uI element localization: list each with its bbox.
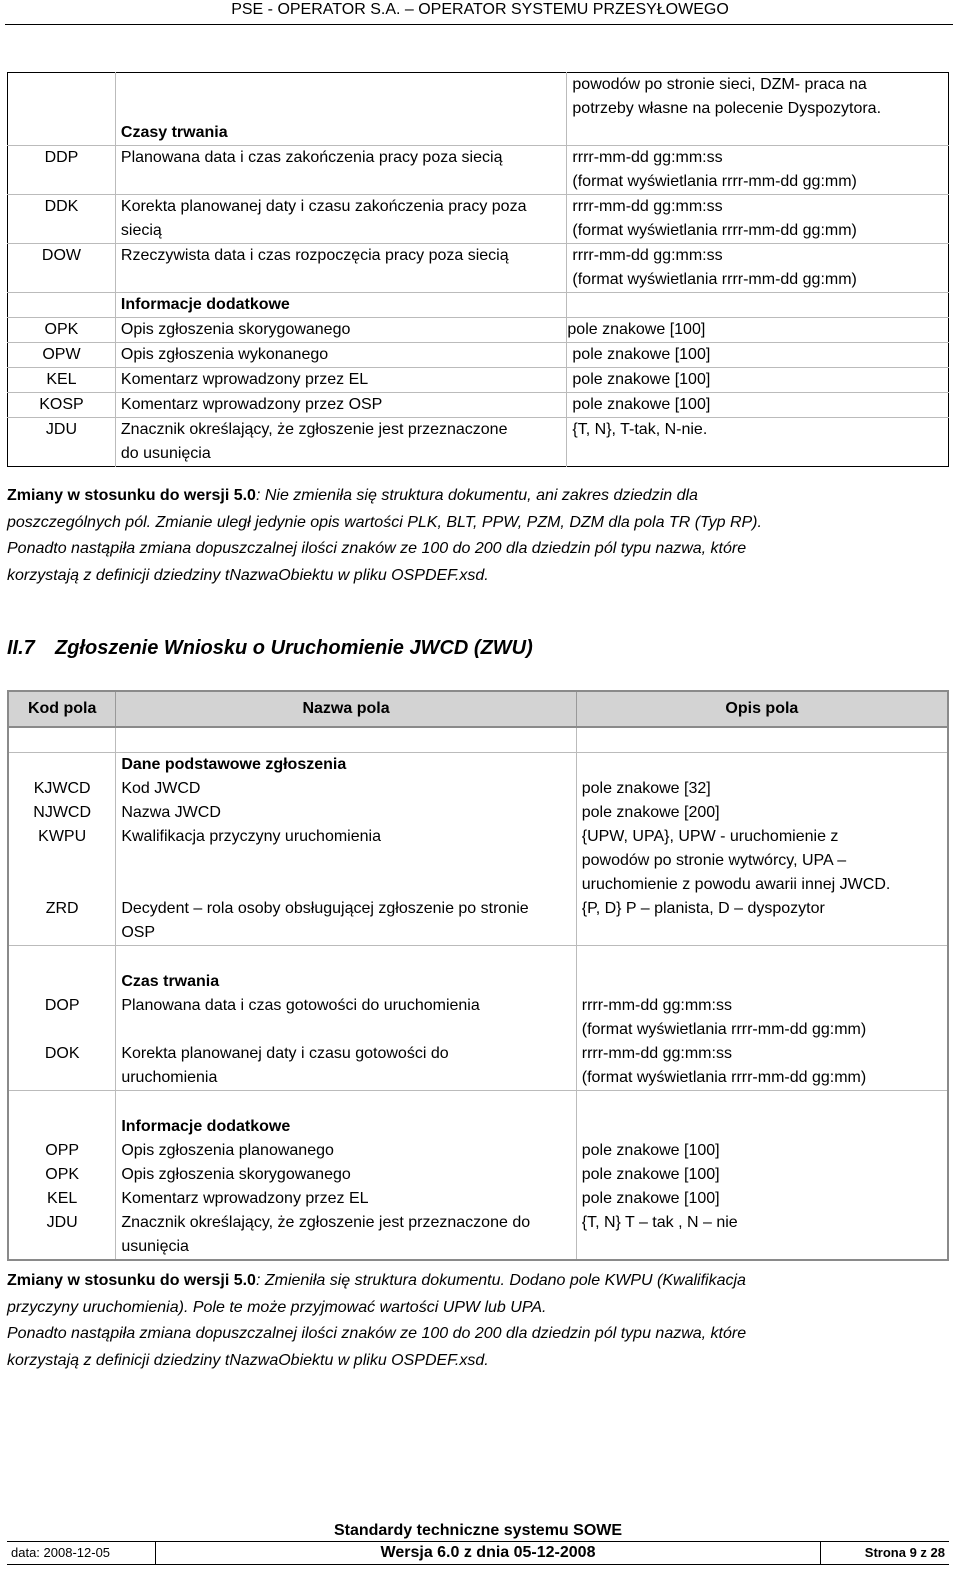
cell-name: Decydent – rola osoby obsługującej zgłoszenie po stronie xyxy=(121,900,529,917)
cell-desc: {P, D} P – planista, D – dyspozytor xyxy=(576,897,948,946)
cell-name: Opis zgłoszenia skorygowanego xyxy=(116,1163,576,1187)
cell-code: JDU xyxy=(8,418,116,467)
cell-desc: powodów po stronie wytwórcy, UPA – xyxy=(581,852,847,869)
changes-note-text: przyczyny uruchomienia). Pole te może przyjmować wartości UPW lub UPA. xyxy=(7,1298,547,1316)
cell-code: OPP xyxy=(45,1142,80,1159)
table-header-row xyxy=(8,691,948,727)
page-header: PSE - OPERATOR S.A. – OPERATOR SYSTEMU PRZESYŁOWEGO xyxy=(231,1,729,18)
cell-code: OPK xyxy=(8,318,116,343)
cell-name: Opis zgłoszenia wykonanego xyxy=(115,343,567,368)
table-row xyxy=(8,1042,948,1091)
cell-name: Komentarz wprowadzony przez OSP xyxy=(115,393,567,418)
changes-note-text: korzystają z definicji dziedziny tNazwaObiektu w pliku OSPDEF.xsd. xyxy=(7,566,489,584)
cell-desc: powodów po stronie sieci, DZM- praca na xyxy=(572,76,867,93)
cell-desc: pole znakowe [100] xyxy=(567,318,949,343)
cell-code: DOP xyxy=(44,997,80,1014)
table-row xyxy=(8,195,949,244)
changes-note-1 xyxy=(7,483,947,589)
cell-name: Znacznik określający, że zgłoszenie jest przeznaczone xyxy=(120,421,508,438)
section-informacje-dodatkowe: Informacje dodatkowe xyxy=(115,293,567,318)
table-row xyxy=(8,825,948,897)
cell-code: DOW xyxy=(8,244,116,293)
changes-note-bold: Zmiany w stosunku do wersji 5.0 xyxy=(7,487,256,504)
table-row xyxy=(8,121,949,146)
header-kod-pola: Kod pola xyxy=(8,691,116,727)
changes-note-text: korzystają z definicji dziedziny tNazwaObiektu w pliku OSPDEF.xsd. xyxy=(7,1351,489,1369)
changes-note-text: poszczególnych pól. Zmianie uległ jedynie opis wartości PLK, BLT, PPW, PZM, DZM dla pola TR (Typ RP). xyxy=(7,513,762,531)
cell-desc: pole znakowe [100] xyxy=(567,368,949,393)
cell-name: OSP xyxy=(121,924,156,941)
header-divider xyxy=(5,24,953,25)
table-row xyxy=(8,393,949,418)
cell-desc: (format wyświetlania rrrr-mm-dd gg:mm) xyxy=(581,1069,867,1086)
cell-code: OPW xyxy=(8,343,116,368)
table-row xyxy=(8,1091,948,1116)
table-row xyxy=(8,293,949,318)
header-nazwa-pola: Nazwa pola xyxy=(116,691,576,727)
table-row xyxy=(8,994,948,1042)
section-czasy-trwania: Czasy trwania xyxy=(115,121,567,146)
cell-desc: rrrr-mm-dd gg:mm:ss xyxy=(572,247,723,264)
cell-name: Opis zgłoszenia skorygowanego xyxy=(115,318,567,343)
cell-desc: pole znakowe [32] xyxy=(576,777,948,801)
cell-desc: {T, N}, T-tak, N-nie. xyxy=(567,418,949,467)
cell-code: NJWCD xyxy=(33,804,92,821)
cell-desc: rrrr-mm-dd gg:mm:ss xyxy=(581,1045,732,1062)
fields-table-continued xyxy=(7,72,949,467)
cell-name: Rzeczywista data i czas rozpoczęcia pracy poza siecią xyxy=(115,244,567,293)
cell-code: KEL xyxy=(47,1190,78,1207)
cell-desc: rrrr-mm-dd gg:mm:ss xyxy=(572,149,723,166)
footer-date: data: 2008-12-05 xyxy=(7,1542,156,1564)
cell-desc: rrrr-mm-dd gg:mm:ss xyxy=(572,198,723,215)
cell-name: Komentarz wprowadzony przez EL xyxy=(116,1187,576,1211)
table-row xyxy=(8,368,949,393)
table-row xyxy=(8,343,949,368)
table-row xyxy=(8,146,949,195)
changes-note-2 xyxy=(7,1268,947,1374)
cell-name: Kwalifikacja przyczyny uruchomienia xyxy=(116,825,576,897)
cell-desc: {UPW, UPA}, UPW - uruchomienie z xyxy=(581,828,839,845)
cell-desc: {T, N} T – tak , N – nie xyxy=(576,1211,948,1260)
cell-code: JDU xyxy=(46,1214,78,1231)
table-row xyxy=(8,970,948,994)
table-row xyxy=(8,753,948,778)
cell-name: uruchomienia xyxy=(121,1069,218,1086)
cell-name: usunięcia xyxy=(121,1238,189,1255)
cell-desc: potrzeby własne na polecenie Dyspozytora. xyxy=(572,100,882,117)
section-informacje-dodatkowe: Informacje dodatkowe xyxy=(116,1115,576,1139)
cell-desc: pole znakowe [100] xyxy=(576,1163,948,1187)
table-row xyxy=(8,777,948,801)
cell-code: DDK xyxy=(8,195,116,244)
zwu-fields-table xyxy=(7,690,949,1261)
cell-name: Korekta planowanej daty i czasu gotowości do xyxy=(121,1045,449,1062)
table-row xyxy=(8,244,949,293)
cell-code: KOSP xyxy=(8,393,116,418)
cell-code: KEL xyxy=(8,368,116,393)
changes-note-text: : Nie zmieniła się struktura dokumentu, ani zakres dziedzin dla xyxy=(255,487,698,504)
footer-title: Standardy techniczne systemu SOWE xyxy=(333,1522,623,1539)
footer-page-number: Strona 9 z 28 xyxy=(820,1542,949,1564)
section-title: Zgłoszenie Wniosku o Uruchomienie JWCD (ZWU) xyxy=(55,637,533,659)
section-number: II.7 xyxy=(7,637,35,659)
table-row xyxy=(8,1211,948,1260)
cell-desc: (format wyświetlania rrrr-mm-dd gg:mm) xyxy=(572,173,857,190)
cell-code: DDP xyxy=(8,146,116,195)
table-row xyxy=(8,727,948,753)
cell-name: Nazwa JWCD xyxy=(116,801,576,825)
section-heading xyxy=(7,637,533,660)
cell-name: Planowana data i czas gotowości do uruchomienia xyxy=(116,994,576,1042)
cell-desc: (format wyświetlania rrrr-mm-dd gg:mm) xyxy=(572,222,857,239)
cell-name: Komentarz wprowadzony przez EL xyxy=(115,368,567,393)
cell-desc: rrrr-mm-dd gg:mm:ss xyxy=(581,997,732,1014)
section-dane-podstawowe: Dane podstawowe zgłoszenia xyxy=(116,753,576,778)
cell-name: siecią xyxy=(120,222,162,239)
cell-desc: pole znakowe [100] xyxy=(567,393,949,418)
changes-note-text: Ponadto nastąpiła zmiana dopuszczalnej ilości znaków ze 100 do 200 dla dziedzin pól typu nazwa, które xyxy=(7,1325,747,1342)
table-row xyxy=(8,946,948,971)
footer-version: Wersja 6.0 z dnia 05-12-2008 xyxy=(380,1544,596,1561)
cell-desc: uruchomienie z powodu awarii innej JWCD. xyxy=(581,876,891,893)
cell-name: Korekta planowanej daty i czasu zakończenia pracy poza xyxy=(120,198,527,215)
cell-code: KWPU xyxy=(38,828,87,845)
header-opis-pola: Opis pola xyxy=(576,691,948,727)
changes-note-bold: Zmiany w stosunku do wersji 5.0 xyxy=(7,1272,256,1289)
cell-code: ZRD xyxy=(45,900,79,917)
cell-desc: (format wyświetlania rrrr-mm-dd gg:mm) xyxy=(581,1021,867,1038)
changes-note-text: : Zmieniła się struktura dokumentu. Dodano pole KWPU (Kwalifikacja xyxy=(255,1272,746,1289)
cell-desc: (format wyświetlania rrrr-mm-dd gg:mm) xyxy=(572,271,857,288)
table-row xyxy=(8,418,949,467)
cell-desc: pole znakowe [100] xyxy=(576,1139,948,1163)
table-row xyxy=(8,318,949,343)
cell-name: Kod JWCD xyxy=(116,777,576,801)
table-row xyxy=(8,73,949,122)
cell-name: do usunięcia xyxy=(120,445,211,462)
cell-code: KJWCD xyxy=(33,780,91,797)
changes-note-text: Ponadto nastąpiła zmiana dopuszczalnej ilości znaków ze 100 do 200 dla dziedzin pól typu nazwa, które xyxy=(7,540,747,557)
table-row xyxy=(8,801,948,825)
section-czas-trwania: Czas trwania xyxy=(116,970,576,994)
cell-desc: pole znakowe [100] xyxy=(576,1187,948,1211)
table-row xyxy=(8,897,948,946)
table-row xyxy=(8,1139,948,1163)
cell-name: Znacznik określający, że zgłoszenie jest przeznaczone do xyxy=(121,1214,531,1231)
cell-desc: pole znakowe [100] xyxy=(567,343,949,368)
cell-code: OPK xyxy=(45,1166,80,1183)
cell-code: DOK xyxy=(44,1045,80,1062)
table-row xyxy=(8,1187,948,1211)
table-row xyxy=(8,1115,948,1139)
cell-name: Planowana data i czas zakończenia pracy poza siecią xyxy=(115,146,567,195)
table-row xyxy=(8,1163,948,1187)
cell-desc: pole znakowe [200] xyxy=(576,801,948,825)
page-footer xyxy=(7,1521,949,1565)
cell-name: Opis zgłoszenia planowanego xyxy=(116,1139,576,1163)
